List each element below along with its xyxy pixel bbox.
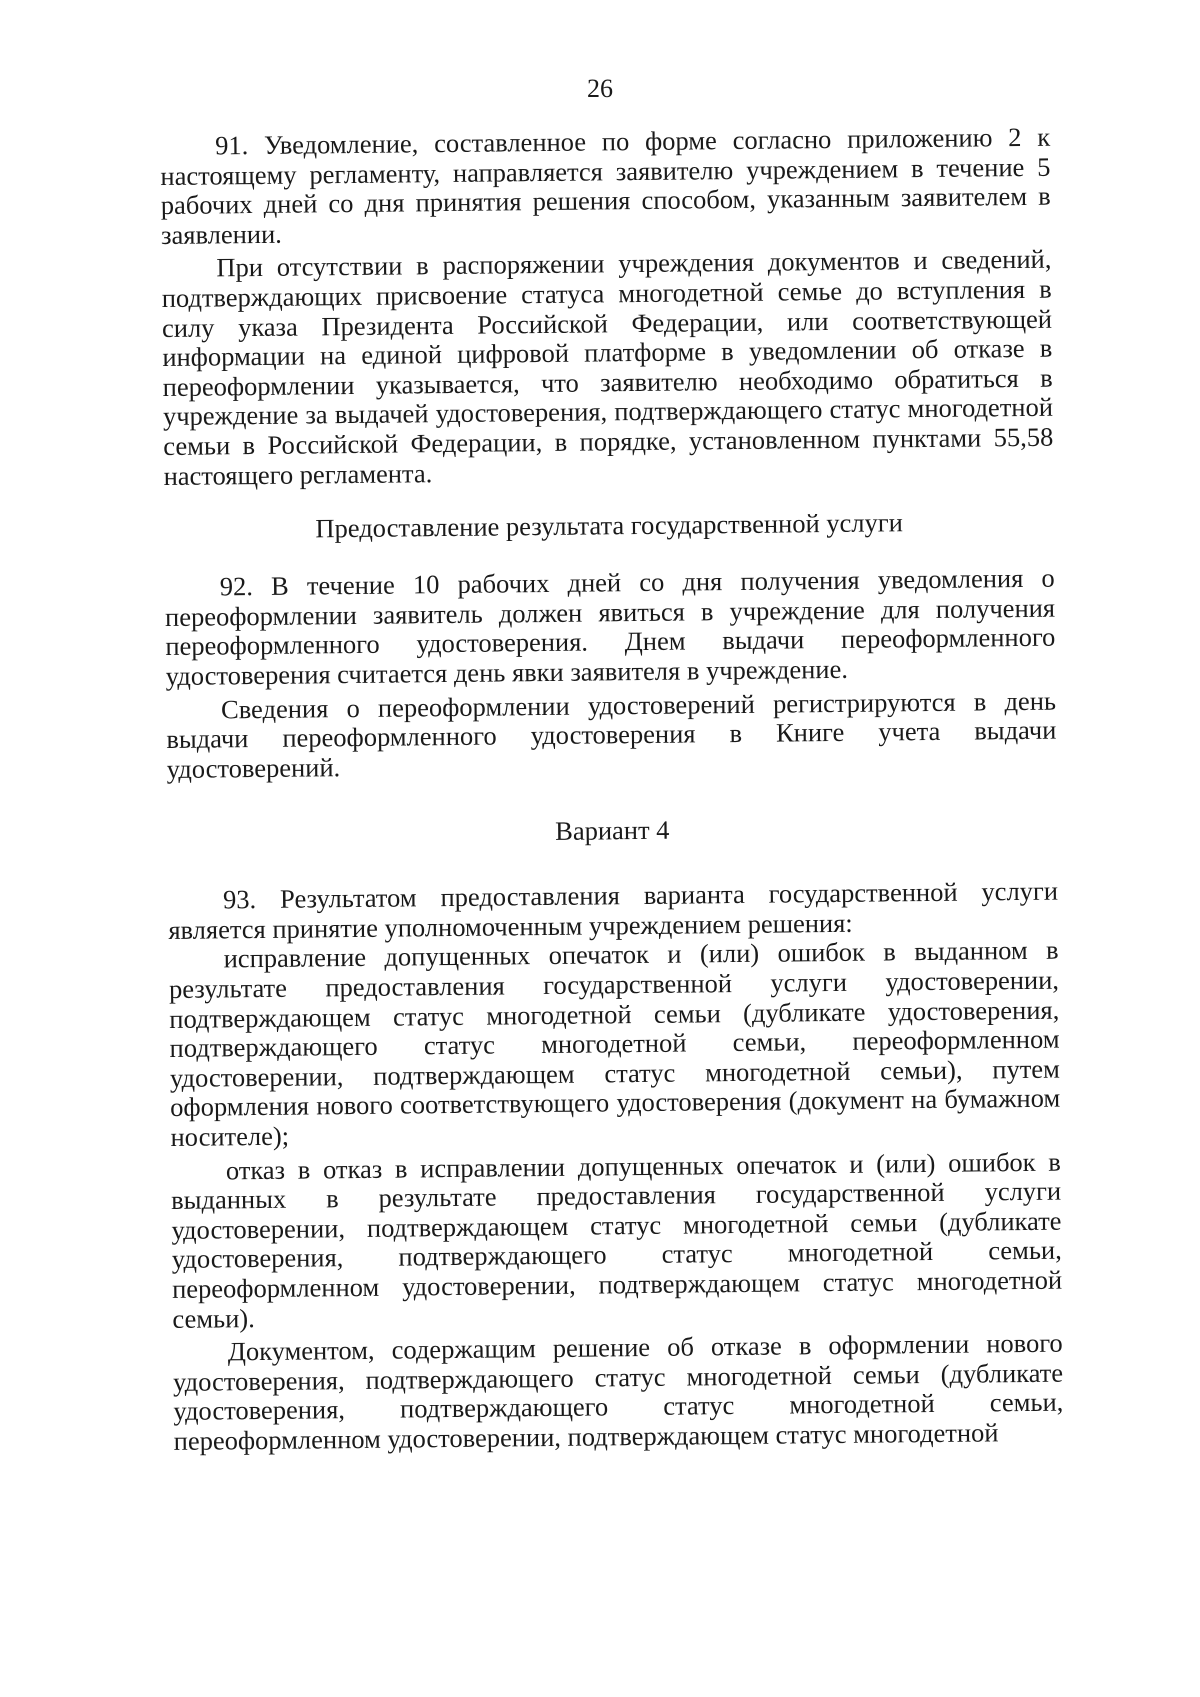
paragraph-91: 91. Уведомление, составленное по форме согласно приложению 2 к настоящему регламенту, направляется заявителю учреждением в течение 5 рабочих дней со дня принятия решения способом, указанным заявителем в заявлении. — [160, 121, 1051, 250]
paragraph-correction-decision: исправление допущенных опечаток и (или) ошибок в выданном в результате предоставления государственной услуги удостоверении, подтверждающем статус многодетной семьи (дубликате удостоверения, подтверждающего статус многодетной семьи, переоформленном удостоверении, подтверждающем статус многодетной семьи), путем оформления нового соответствующего удостоверения (документ на бумажном носителе); — [168, 935, 1061, 1152]
paragraph-93: 93. Результатом предоставления варианта государственной услуги является принятие уполномоченным учреждением решения: — [168, 875, 1059, 945]
section-heading-variant-4: Вариант 4 — [555, 814, 670, 847]
paragraph-absence-of-documents: При отсутствии в распоряжении учреждения документов и сведений, подтверждающих присвоение статуса многодетной семье до вступления в силу указа Президента Российской Федерации, или соответствующей информации на единой цифровой платформе в уведомлении об отказе в переоформлении указывается, что заявителю необходимо обратиться в учреждение за выдачей удостоверения, подтверждающего статус многодетной семьи в Российской Федерации, в порядке, установленном пунктами 55,58 настоящего регламента. — [161, 244, 1054, 491]
paragraph-92: 92. В течение 10 рабочих дней со дня получения уведомления о переоформлении заявитель должен явиться в учреждение для получения переоформленного удостоверения. Днем выдачи переоформленного удостоверения считается день явки заявителя в учреждение. — [164, 562, 1056, 691]
paragraph-registration-info: Сведения о переоформлении удостоверений регистрируются в день выдачи переоформленного удостоверения в Книге учета выдачи удостоверений. — [166, 685, 1057, 784]
document-body — [160, 123, 1064, 1457]
paragraph-refusal-document: Документом, содержащим решение об отказе в оформлении нового удостоверения, подтверждающего статус многодетной семьи (дубликате удостоверения, подтверждающего статус многодетной семьи, переоформленном удостоверении, подтверждающем статус многодетной — [172, 1327, 1064, 1456]
section-heading-result-provision: Предоставление результата государственной услуги — [315, 507, 904, 544]
page-number: 26 — [587, 74, 613, 103]
paragraph-refusal-decision: отказ в отказ в исправлении допущенных опечаток и (или) ошибок в выданных в результате предоставления государственной услуги удостоверении, подтверждающем статус многодетной семьи (дубликате удостоверения, подтверждающего статус многодетной семьи, переоформленном удостоверении, подтверждающем статус многодетной семьи). — [171, 1146, 1063, 1334]
